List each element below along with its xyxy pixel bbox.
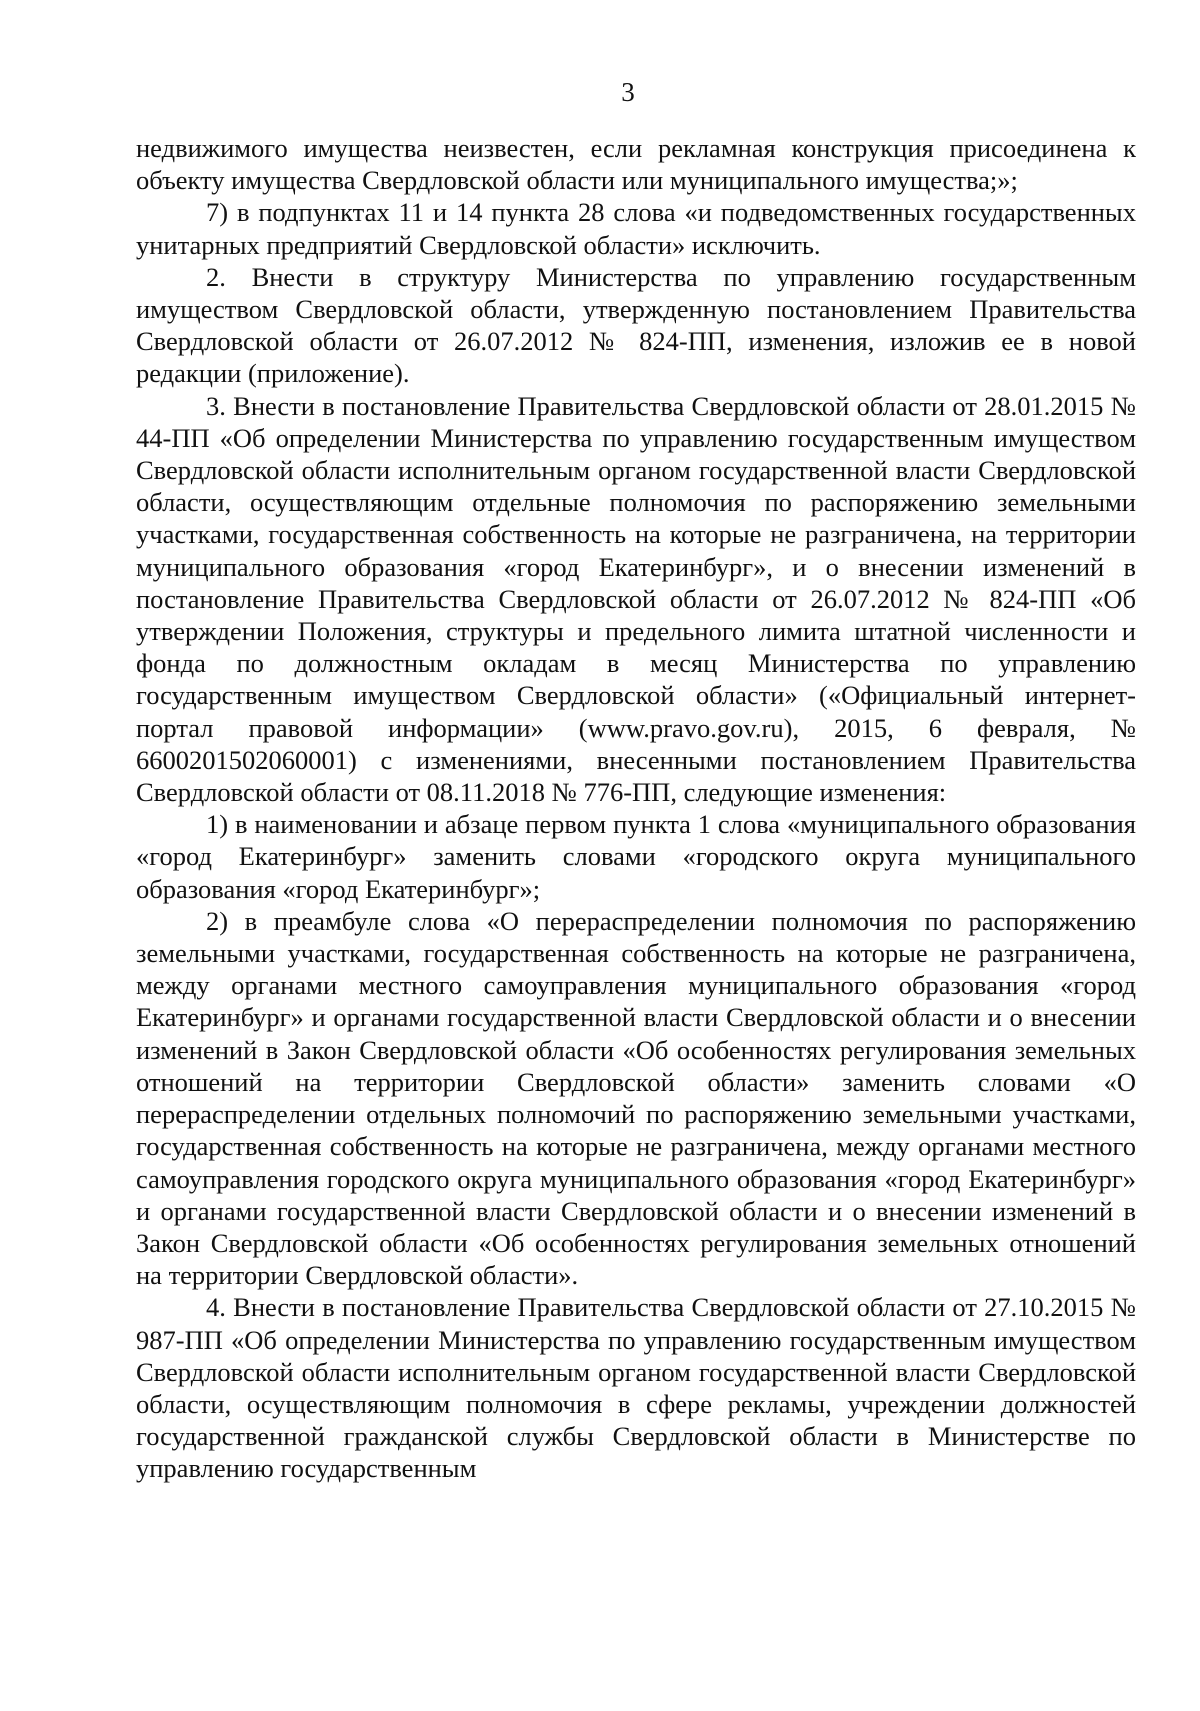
page-number: 3	[621, 77, 635, 107]
paragraph-subitem-1: 1) в наименовании и абзаце первом пункта 1 слова «муниципального образования «город Екатеринбург» заменить словами «городского округа муниципального образования «город Екатеринбург»;	[136, 809, 1136, 904]
paragraph-continuation: недвижимого имущества неизвестен, если рекламная конструкция присоединена к объекту имущества Свердловской области или муниципального имущества;»;	[136, 133, 1136, 196]
paragraph-subitem-2: 2) в преамбуле слова «О перераспределении полномочия по распоряжению земельными участками, государственная собственность на которые не разграничена, между органами местного самоуправления муниципального образования «город Екатеринбург» и органами государственной власти Свердловской области и о внесении изменений в Закон Свердловской области «Об особенностях регулирования земельных отношений на территории Свердловской области» заменить словами «О перераспределении отдельных полномочий по распоряжению земельными участками, государственная собственность на которые не разграничена, между органами местного самоуправления городского округа муниципального образования «город Екатеринбург» и органами государственной власти Свердловской области и о внесении изменений в Закон Свердловской области «Об особенностях регулирования земельных отношений на территории Свердловской области».	[136, 905, 1136, 1291]
document-body	[136, 132, 1136, 1485]
paragraph-item-3: 3. Внести в постановление Правительства Свердловской области от 28.01.2015 № 44-ПП «Об определении Министерства по управлению государственным имуществом Свердловской области исполнительным органом государственной власти Свердловской области, осуществляющим отдельные полномочия по распоряжению земельными участками, государственная собственность на которые не разграничена, на территории муниципального образования «город Екатеринбург», и о внесении изменений в постановление Правительства Свердловской области от 26.07.2012 № 824-ПП «Об утверждении Положения, структуры и предельного лимита штатной численности и фонда по должностным окладам в месяц Министерства по управлению государственным имуществом Свердловской области» («Официальный интернет-портал правовой информации» (www.pravo.gov.ru), 2015, 6 февраля, № 6600201502060001) с изменениями, внесенными постановлением Правительства Свердловской области от 08.11.2018 № 776-ПП, следующие изменения:	[136, 390, 1136, 808]
paragraph-subitem-7: 7) в подпунктах 11 и 14 пункта 28 слова «и подведомственных государственных унитарных предприятий Свердловской области» исключить.	[136, 197, 1136, 260]
paragraph-item-4: 4. Внести в постановление Правительства Свердловской области от 27.10.2015 № 987-ПП «Об определении Министерства по управлению государственным имуществом Свердловской области исполнительным органом государственной власти Свердловской области, осуществляющим полномочия в сфере рекламы, учреждении должностей государственной гражданской службы Свердловской области в Министерстве по управлению государственным	[136, 1292, 1136, 1484]
paragraph-item-2: 2. Внести в структуру Министерства по управлению государственным имуществом Свердловской области, утвержденную постановлением Правительства Свердловской области от 26.07.2012 № 824-ПП, изменения, изложив ее в новой редакции (приложение).	[136, 261, 1136, 389]
